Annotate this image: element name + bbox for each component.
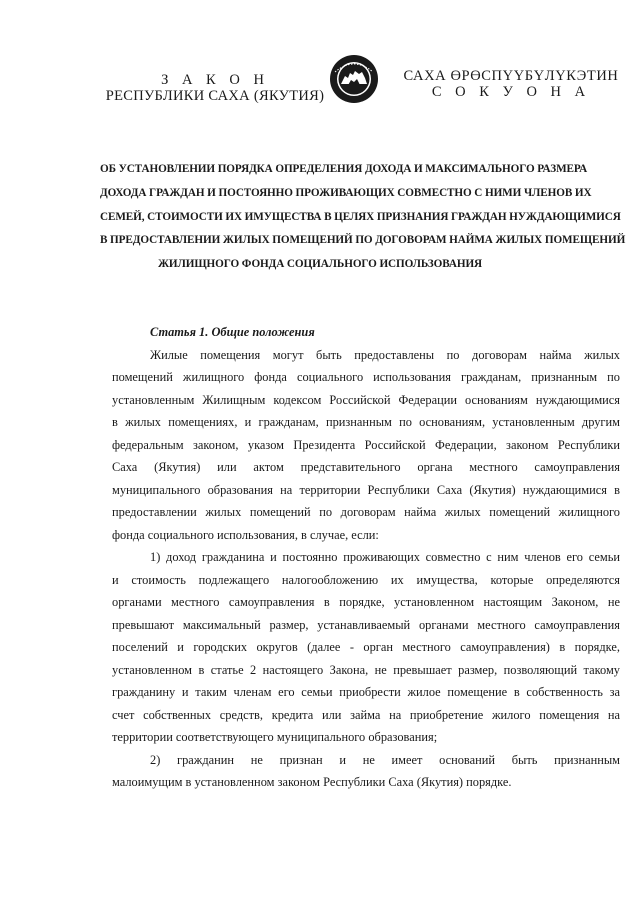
header-right: [392, 68, 630, 100]
paragraph-line: счет собственных средств, кредита или займа на приобретение жилого помещения на: [112, 707, 620, 722]
paragraph-line: в жилых помещениях, и гражданам, признанным по основаниям, установленным другим: [112, 415, 620, 429]
paragraph-line: муниципального образования на территории Республики Саха (Якутия) нуждающимися в: [112, 482, 620, 497]
title-line: СЕМЕЙ, СТОИМОСТИ ИХ ИМУЩЕСТВА В ЦЕЛЯХ ПРИЗНАНИЯ ГРАЖДАН НУЖДАЮЩИМИСЯ: [100, 210, 621, 223]
title-line: ЖИЛИЩНОГО ФОНДА СОЦИАЛЬНОГО ИСПОЛЬЗОВАНИЯ: [157, 258, 483, 271]
title-line: В ПРЕДОСТАВЛЕНИИ ЖИЛЫХ ПОМЕЩЕНИЙ ПО ДОГОВОРАМ НАЙМА ЖИЛЫХ ПОМЕЩЕНИЙ: [100, 234, 626, 247]
paragraph-line: территории соответствующего муниципального образования;: [112, 730, 438, 744]
paragraph-line: Жилые помещения могут быть предоставлены по договорам найма жилых: [150, 347, 620, 362]
paragraph-line: органами местного самоуправления в порядке, установленном настоящим Законом, не: [112, 595, 620, 609]
paragraph-line: малоимущим в установленном законом Республики Саха (Якутия) порядке.: [112, 775, 512, 789]
header-left-line2: РЕСПУБЛИКИ САХА (ЯКУТИЯ): [105, 88, 325, 104]
header-left: [96, 72, 334, 104]
paragraph-line: 1) доход гражданина и постоянно проживающих совместно с ним членов его семьи: [150, 550, 620, 564]
paragraph-line: 2) гражданин не признан и не имеет оснований быть признанным: [150, 752, 620, 767]
paragraph-line: фонда социального использования, в случае, если:: [112, 527, 379, 542]
paragraph-line: и стоимость подлежащего налогообложению их имущества, которые определяются: [112, 572, 620, 587]
law-title: [100, 158, 626, 277]
header-right-line2: С О К У О Н А: [431, 84, 591, 100]
document-header: [0, 52, 640, 122]
title-line: ОБ УСТАНОВЛЕНИИ ПОРЯДКА ОПРЕДЕЛЕНИЯ ДОХОДА И МАКСИМАЛЬНОГО РАЗМЕРА: [100, 163, 588, 175]
paragraph-line: установленном в статье 2 настоящего Закона, не превышает размер, позволяющий такому: [112, 662, 620, 677]
paragraph-line: федеральным законом, указом Президента Российской Федерации, законом Республики: [112, 437, 620, 452]
paragraph-line: превышают максимальный размер, устанавливаемый органами местного самоуправления: [112, 617, 620, 632]
paragraph-line: гражданину и таким членам его семьи приобрести жилое помещение в собственность за: [112, 685, 620, 699]
article-heading: Статья 1. Общие положения: [150, 325, 315, 339]
header-left-line1: З А К О Н: [161, 72, 269, 88]
paragraph-line: установленным Жилищным кодексом Российской Федерации основаниям нуждающимися: [112, 392, 620, 407]
paragraph-line: предоставлении жилых помещений по договорам найма жилых помещений жилищного: [112, 505, 620, 519]
header-right-line1: САХА ӨРӨСПҮҮБҮЛҮКЭТИН: [403, 68, 619, 84]
coat-of-arms-emblem-icon: [329, 54, 379, 104]
title-line: ДОХОДА ГРАЖДАН И ПОСТОЯННО ПРОЖИВАЮЩИХ СОВМЕСТНО С НИМИ ЧЛЕНОВ ИХ: [100, 186, 592, 199]
article-body: [112, 321, 620, 794]
paragraph-line: поселений и городских округов (далее - орган местного самоуправления) в порядке,: [112, 640, 620, 654]
paragraph-line: помещений жилищного фонда социального использования гражданам, признанным по: [112, 370, 620, 384]
paragraph-line: Саха (Якутия) или актом представительного органа местного самоуправления: [112, 460, 620, 474]
